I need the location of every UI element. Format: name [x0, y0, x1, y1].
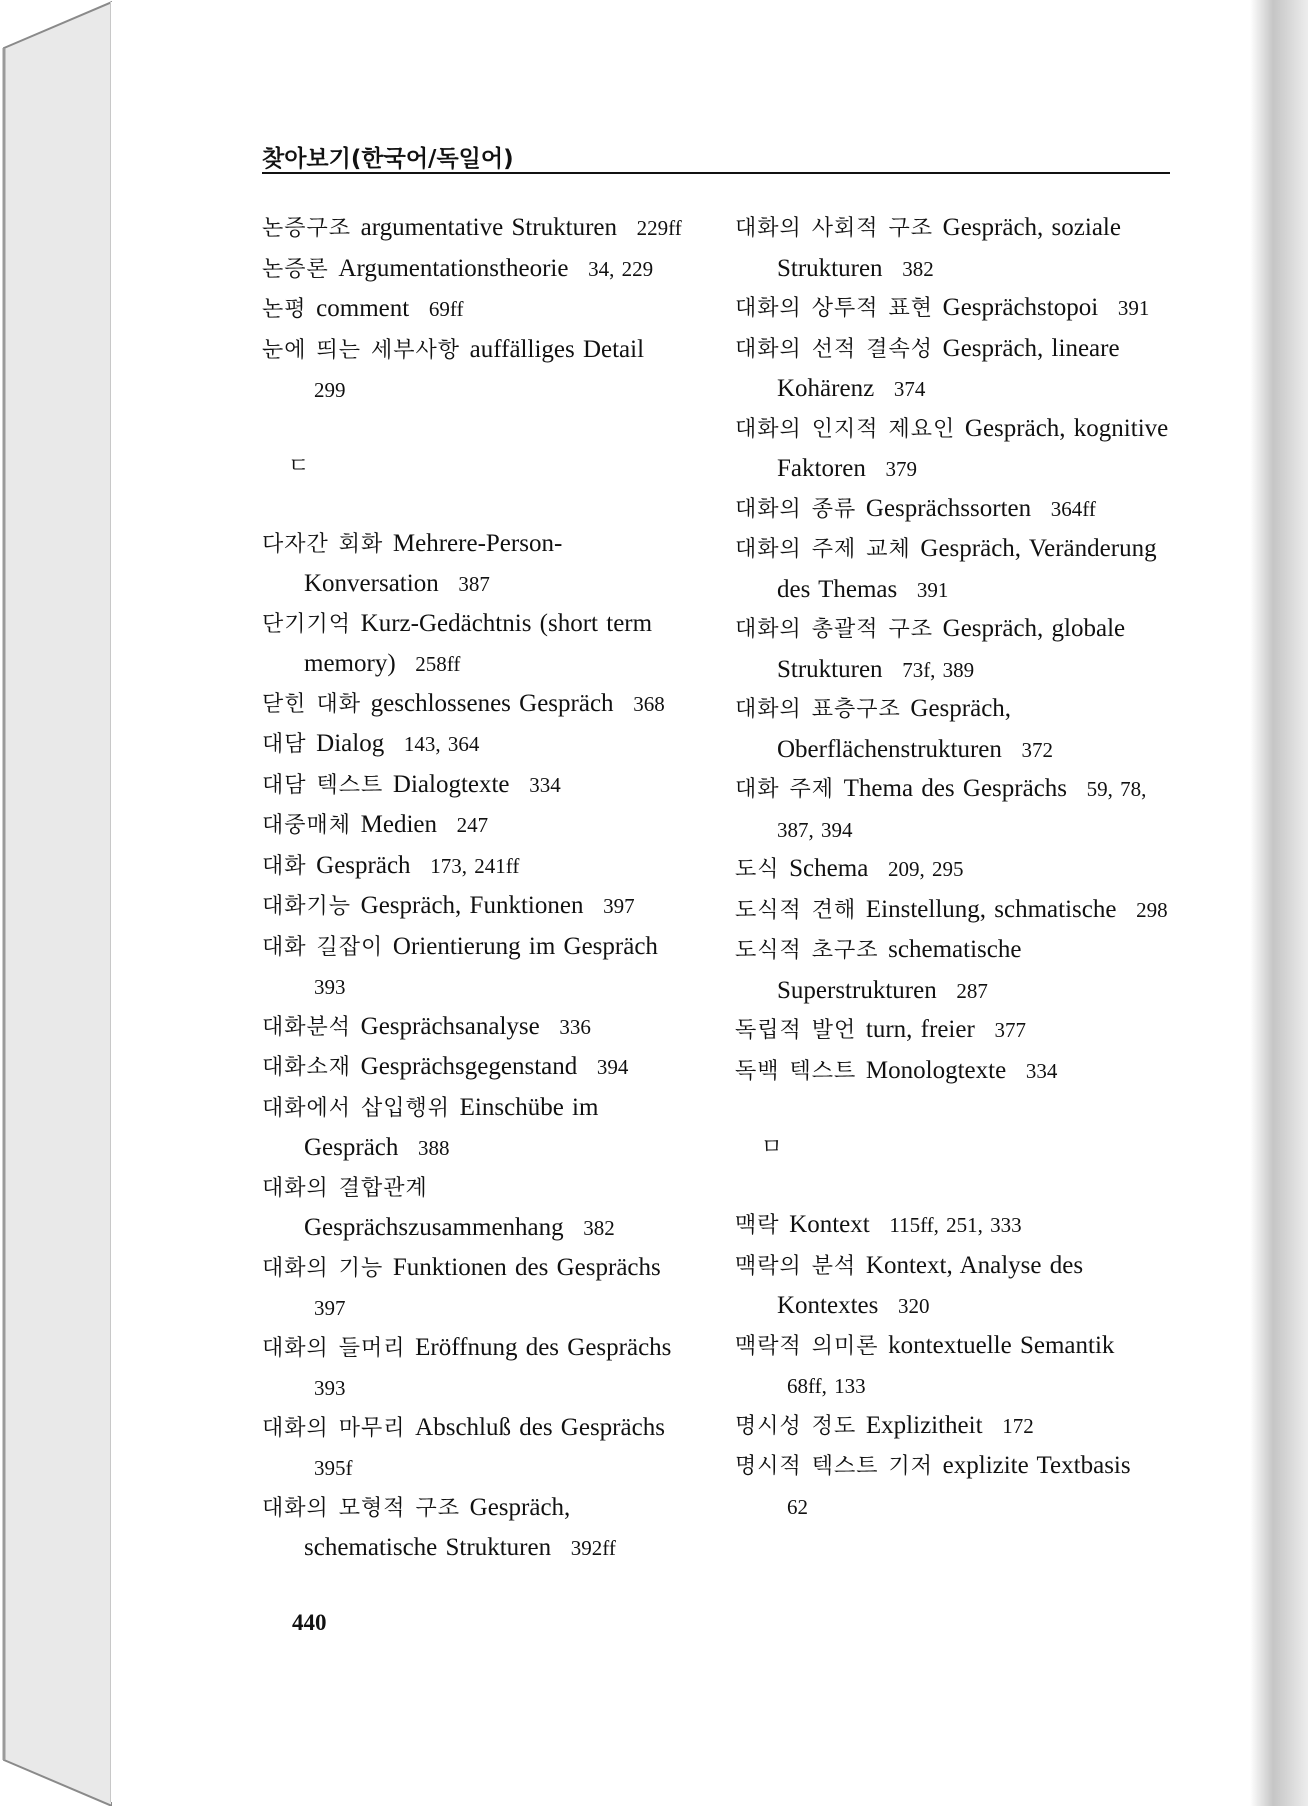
index-entry	[262, 927, 692, 1007]
entry-korean-term: 도식적 견해	[735, 897, 857, 923]
entry-korean-term: 대담 텍스트	[262, 772, 384, 798]
index-entry	[735, 1205, 1171, 1246]
index-entry	[735, 1326, 1171, 1406]
entry-korean-term: 논증구조	[262, 216, 352, 241]
entry-korean-term: 단기기억	[262, 611, 352, 637]
entry-page-refs: 382	[902, 256, 934, 281]
index-entry	[262, 249, 692, 290]
index-entry	[262, 604, 692, 684]
index-entry	[262, 289, 692, 330]
entry-page-refs: 392ff	[570, 1536, 616, 1560]
entry-german-term: Argumentationstheorie	[338, 254, 569, 282]
index-entry	[262, 1007, 692, 1048]
index-entry	[735, 409, 1171, 489]
entry-german-term: Einstellung, schmatische	[865, 895, 1117, 923]
entry-german-term: comment	[316, 295, 410, 322]
entry-korean-term: 대화의 마무리	[262, 1415, 406, 1441]
entry-korean-term: 대화의 종류	[735, 496, 857, 522]
entry-page-refs: 334	[1025, 1058, 1058, 1083]
index-entry	[262, 886, 692, 927]
entry-korean-term: 대화의 기능	[262, 1255, 384, 1281]
entry-page-refs: 298	[1136, 897, 1168, 922]
entry-page-refs: 368	[633, 691, 665, 716]
index-entry	[262, 1088, 692, 1168]
index-entry	[262, 1408, 692, 1488]
index-column-left	[262, 208, 692, 1568]
entry-korean-term: 대화의 주제 교체	[735, 537, 911, 562]
entry-page-refs: 59, 78, 387, 394	[777, 777, 1147, 842]
index-entry	[735, 609, 1171, 689]
entry-korean-term: 맥락적 의미론	[735, 1333, 879, 1359]
entry-korean-term: 대화의 표층구조	[735, 697, 901, 722]
entry-page-refs: 287	[956, 978, 988, 1003]
entry-korean-term: 대화분석	[262, 1014, 352, 1040]
entry-german-term: Kontext, Analyse des Kontextes	[777, 1251, 1084, 1319]
entry-korean-term: 논평	[262, 297, 307, 322]
index-entry	[262, 684, 692, 725]
index-entry	[262, 1488, 692, 1568]
entry-german-term: Gespräch, kognitive Faktoren	[777, 414, 1169, 482]
entry-page-refs: 336	[559, 1014, 591, 1039]
entry-german-term: Gespräch, Oberflächenstrukturen	[777, 695, 1012, 763]
index-entry	[262, 765, 692, 806]
index-entry	[262, 724, 692, 765]
entry-page-refs: 173, 241ff	[430, 853, 520, 878]
entry-korean-term: 대화의 모형적 구조	[262, 1495, 461, 1521]
entry-page-refs: 379	[885, 457, 918, 481]
entry-korean-term: 대화	[262, 853, 307, 879]
index-entry	[735, 208, 1171, 288]
index-entry	[735, 489, 1171, 530]
entry-german-term: Gespräch, soziale Strukturen	[777, 214, 1121, 282]
entry-page-refs: 388	[418, 1136, 450, 1160]
entry-german-term: Gesprächstopoi	[942, 294, 1099, 321]
entry-german-term: Schema	[789, 855, 869, 882]
entry-german-term: Gesprächsgegenstand	[360, 1053, 578, 1080]
entry-german-term: Kurz-Gedächtnis (short term memory)	[304, 609, 653, 677]
entry-page-refs: 397	[603, 894, 635, 918]
entry-korean-term: 대중매체	[262, 813, 352, 838]
entry-german-term: Eröffnung des Gesprächs	[415, 1333, 672, 1361]
entry-page-refs: 258ff	[415, 652, 461, 676]
page-edge-shadow	[1250, 0, 1308, 1806]
entry-page-refs: 394	[596, 1055, 629, 1079]
entry-german-term: geschlossenes Gespräch	[370, 689, 614, 717]
entry-page-refs: 320	[898, 1294, 930, 1318]
index-entry	[735, 689, 1171, 769]
entry-german-term: Thema des Gesprächs	[843, 775, 1068, 802]
index-entry	[735, 329, 1171, 409]
entry-page-refs: 172	[1002, 1413, 1034, 1438]
entry-german-term: explizite Textbasis	[942, 1452, 1131, 1479]
entry-korean-term: 다자간 회화	[262, 531, 384, 557]
entry-page-refs: 247	[456, 813, 489, 837]
entry-korean-term: 대담	[262, 732, 307, 757]
entry-german-term: Gesprächszusammenhang	[304, 1214, 564, 1241]
entry-page-refs: 209, 295	[887, 857, 964, 881]
index-entry	[262, 805, 692, 846]
page-header: 찾아보기(한국어/독일어)	[262, 146, 514, 172]
index-entry	[735, 1246, 1171, 1326]
entry-korean-term: 명시적 텍스트 기저	[735, 1454, 934, 1479]
index-entry	[262, 330, 692, 410]
index-entry	[262, 1328, 692, 1408]
entry-german-term: Abschluß des Gesprächs	[415, 1413, 665, 1441]
entry-korean-term: 논증론	[262, 256, 329, 282]
entry-korean-term: 대화 길잡이	[262, 934, 384, 960]
entry-page-refs: 364ff	[1050, 496, 1096, 521]
entry-korean-term: 대화의 사회적 구조	[735, 216, 934, 241]
entry-german-term: Gespräch, globale Strukturen	[777, 615, 1126, 683]
entry-german-term: Gesprächsanalyse	[360, 1012, 540, 1040]
entry-german-term: kontextuelle Semantik	[888, 1331, 1115, 1359]
entry-german-term: Einschübe im Gespräch	[304, 1093, 599, 1161]
entry-german-term: Gesprächssorten	[865, 494, 1032, 522]
entry-korean-term: 맥락	[735, 1213, 780, 1238]
entry-german-term: Monologtexte	[865, 1056, 1007, 1084]
entry-korean-term: 도식	[735, 857, 780, 882]
entry-german-term: schematische Superstrukturen	[777, 936, 1022, 1004]
entry-page-refs: 229ff	[636, 216, 682, 240]
entry-page-refs: 372	[1021, 737, 1054, 762]
index-entry	[735, 288, 1171, 329]
entry-page-refs: 73f, 389	[902, 657, 975, 682]
index-section-letter: ㅁ	[761, 1135, 783, 1160]
book-spine	[0, 0, 112, 1806]
entry-page-refs: 377	[994, 1018, 1026, 1042]
entry-korean-term: 도식적 초구조	[735, 938, 879, 963]
entry-page-refs: 393	[314, 1376, 346, 1400]
index-entry	[735, 1051, 1171, 1092]
entry-page-refs: 34, 229	[588, 256, 654, 281]
entry-german-term: argumentative Strukturen	[360, 214, 617, 241]
entry-korean-term: 맥락의 분석	[735, 1253, 857, 1279]
index-entry	[735, 890, 1171, 931]
entry-german-term: Gespräch, schematische Strukturen	[304, 1493, 571, 1561]
index-entry	[262, 208, 692, 249]
entry-korean-term: 독립적 발언	[735, 1018, 857, 1043]
entry-korean-term: 대화소재	[262, 1055, 352, 1080]
index-entry	[262, 1047, 692, 1088]
entry-korean-term: 대화의 인지적 제요인	[735, 416, 956, 442]
entry-german-term: Dialogtexte	[392, 770, 510, 798]
entry-korean-term: 닫힌 대화	[262, 691, 362, 717]
index-section-letter: ㄷ	[288, 453, 310, 479]
entry-page-refs: 393	[314, 975, 346, 999]
entry-german-term: Funktionen des Gesprächs	[392, 1253, 661, 1281]
entry-korean-term: 대화의 결합관계	[262, 1175, 428, 1201]
entry-german-term: Gespräch, lineare Kohärenz	[777, 334, 1120, 402]
entry-page-refs: 68ff, 133	[787, 1374, 866, 1398]
entry-korean-term: 대화에서 삽입행위	[262, 1095, 451, 1121]
index-column-right	[735, 208, 1171, 1526]
entry-german-term: Orientierung im Gespräch	[392, 932, 658, 960]
entry-page-refs: 299	[314, 378, 346, 402]
entry-korean-term: 명시성 정도	[735, 1413, 857, 1439]
entry-page-refs: 334	[529, 772, 561, 797]
entry-korean-term: 대화의 총괄적 구조	[735, 617, 934, 642]
entry-page-refs: 387	[458, 572, 490, 596]
entry-german-term: Mehrere-Person-Konversation	[304, 529, 563, 597]
entry-korean-term: 대화 주제	[735, 777, 835, 802]
index-entry	[262, 846, 692, 887]
index-entry	[735, 849, 1171, 890]
entry-page-refs: 391	[1117, 296, 1150, 320]
entry-korean-term: 독백 텍스트	[735, 1058, 857, 1084]
entry-korean-term: 대화의 선적 결속성	[735, 336, 934, 362]
entry-german-term: Gespräch	[316, 851, 411, 879]
entry-german-term: Gespräch, Funktionen	[360, 892, 584, 919]
index-entry	[735, 1406, 1171, 1447]
entry-german-term: turn, freier	[865, 1016, 975, 1043]
index-entry	[735, 1446, 1171, 1526]
entry-korean-term: 대화의 들머리	[262, 1335, 406, 1361]
entry-page-refs: 397	[314, 1296, 346, 1320]
entry-german-term: Gespräch, Veränderung des Themas	[777, 535, 1157, 603]
entry-page-refs: 395f	[314, 1456, 353, 1480]
page-number: 440	[292, 1610, 327, 1635]
entry-korean-term: 대화의 상투적 표현	[735, 296, 934, 321]
entry-german-term: Kontext	[789, 1211, 870, 1238]
entry-page-refs: 69ff	[428, 297, 464, 321]
entry-page-refs: 374	[893, 377, 926, 401]
entry-page-refs: 382	[583, 1216, 615, 1240]
index-entry	[735, 1010, 1171, 1051]
entry-german-term: Dialog	[316, 730, 385, 757]
index-entry	[262, 524, 692, 604]
entry-page-refs: 62	[787, 1494, 808, 1519]
entry-korean-term: 눈에 띄는 세부사항	[262, 337, 461, 363]
entry-page-refs: 143, 364	[403, 732, 480, 756]
entry-german-term: auffälliges Detail	[469, 335, 645, 363]
header-rule	[262, 172, 1170, 174]
index-entry	[735, 529, 1171, 609]
index-entry	[735, 769, 1171, 849]
index-entry	[262, 1248, 692, 1328]
entry-page-refs: 115ff, 251, 333	[889, 1213, 1022, 1237]
entry-german-term: Explizitheit	[865, 1411, 983, 1439]
entry-german-term: Medien	[360, 811, 438, 838]
index-entry	[262, 1168, 692, 1248]
entry-page-refs: 391	[916, 577, 949, 602]
entry-korean-term: 대화기능	[262, 894, 352, 919]
index-entry	[735, 930, 1171, 1010]
